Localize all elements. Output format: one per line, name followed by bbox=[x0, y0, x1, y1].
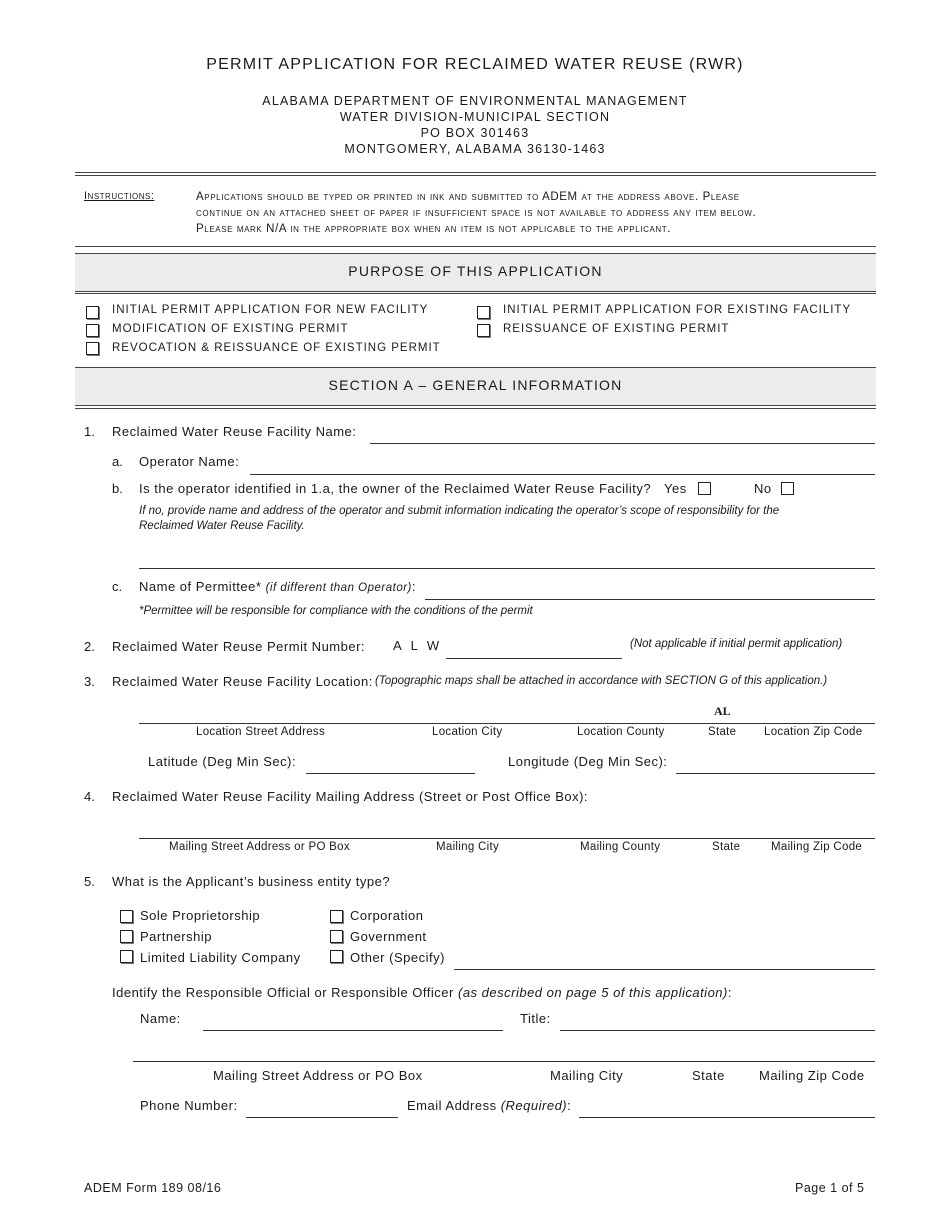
entity-partnership-checkbox[interactable] bbox=[120, 930, 133, 943]
entity-other-checkbox[interactable] bbox=[330, 950, 343, 963]
entity-other-specify-field[interactable] bbox=[454, 969, 875, 970]
mailing-zip-caption: Mailing Zip Code bbox=[771, 841, 863, 853]
entity-partnership-label: Partnership bbox=[140, 929, 212, 944]
entity-government-label: Government bbox=[350, 929, 427, 944]
facility-name-field[interactable] bbox=[370, 443, 875, 444]
official-street-caption: Mailing Street Address or PO Box bbox=[213, 1068, 423, 1083]
document-title: PERMIT APPLICATION FOR RECLAIMED WATER REUSE (RWR) bbox=[206, 56, 744, 73]
permittee-label-text: Name of Permittee* bbox=[139, 579, 262, 594]
location-county-caption: Location County bbox=[577, 726, 665, 738]
operator-note-line-2: Reclaimed Water Reuse Facility. bbox=[139, 520, 305, 532]
longitude-field[interactable] bbox=[676, 773, 875, 774]
header-rule-2 bbox=[75, 175, 876, 176]
permittee-colon: : bbox=[411, 579, 416, 594]
division-name: WATER DIVISION-MUNICIPAL SECTION bbox=[339, 110, 611, 124]
q1a-number: a. bbox=[112, 454, 123, 469]
location-street-caption: Location Street Address bbox=[196, 726, 326, 738]
permit-number-label: Reclaimed Water Reuse Permit Number: bbox=[112, 639, 366, 654]
official-title-label: Title: bbox=[520, 1011, 551, 1026]
entity-type-question: What is the Applicant’s business entity type? bbox=[112, 874, 391, 889]
entity-llc-checkbox[interactable] bbox=[120, 950, 133, 963]
responsible-official-colon: : bbox=[727, 985, 732, 1000]
purpose-rule bbox=[75, 293, 876, 294]
purpose-new-facility-checkbox[interactable] bbox=[86, 306, 99, 319]
purpose-existing-facility-label: INITIAL PERMIT APPLICATION FOR EXISTING FACILITY bbox=[503, 304, 852, 316]
q2-number: 2. bbox=[84, 639, 95, 654]
location-state-caption: State bbox=[708, 726, 737, 738]
location-zip-caption: Location Zip Code bbox=[764, 726, 863, 738]
purpose-section-header bbox=[75, 253, 876, 292]
location-state-value: AL bbox=[714, 704, 731, 718]
operator-owner-no-checkbox[interactable] bbox=[781, 482, 794, 495]
email-required-note: (Required) bbox=[500, 1098, 568, 1113]
instructions-line-3: Please mark N/A in the appropriate box when an item is not applicable to the applicant. bbox=[196, 223, 672, 235]
form-identifier: ADEM Form 189 08/16 bbox=[84, 1181, 222, 1195]
official-city-caption: Mailing City bbox=[550, 1068, 624, 1083]
purpose-heading: PURPOSE OF THIS APPLICATION bbox=[348, 263, 603, 279]
mailing-address-field[interactable] bbox=[139, 838, 875, 839]
location-city-caption: Location City bbox=[432, 726, 503, 738]
operator-details-field[interactable] bbox=[139, 568, 875, 569]
entity-government-checkbox[interactable] bbox=[330, 930, 343, 943]
entity-llc-label: Limited Liability Company bbox=[140, 950, 301, 965]
permittee-name-label bbox=[139, 579, 416, 594]
location-address-field[interactable] bbox=[139, 723, 875, 724]
section-a-header bbox=[75, 367, 876, 406]
permit-number-note: (Not applicable if initial permit application) bbox=[630, 638, 843, 650]
responsible-official-text: Identify the Responsible Official or Responsible Officer bbox=[112, 985, 454, 1000]
purpose-modification-label: MODIFICATION OF EXISTING PERMIT bbox=[112, 323, 349, 335]
permit-number-field[interactable] bbox=[446, 658, 622, 659]
instructions-label: Instructions: bbox=[84, 190, 155, 202]
purpose-reissuance-label: REISSUANCE OF EXISTING PERMIT bbox=[503, 323, 730, 335]
header-rule-1 bbox=[75, 172, 876, 173]
permittee-name-field[interactable] bbox=[425, 599, 875, 600]
purpose-existing-facility-checkbox[interactable] bbox=[477, 306, 490, 319]
mailing-state-caption: State bbox=[712, 841, 741, 853]
q4-number: 4. bbox=[84, 789, 95, 804]
q1c-number: c. bbox=[112, 579, 123, 594]
agency-name: ALABAMA DEPARTMENT OF ENVIRONMENTAL MANAGEMENT bbox=[262, 94, 688, 108]
operator-owner-yes-checkbox[interactable] bbox=[698, 482, 711, 495]
entity-corporation-checkbox[interactable] bbox=[330, 910, 343, 923]
instructions-line-1: Applications should be typed or printed in ink and submitted to ADEM at the address above. Please bbox=[196, 191, 740, 203]
operator-name-label: Operator Name: bbox=[139, 454, 240, 469]
operator-owner-question: Is the operator identified in 1.a, the owner of the Reclaimed Water Reuse Facility? bbox=[139, 481, 652, 496]
operator-note-line-1: If no, provide name and address of the operator and submit information indicating the operator’s scope of responsibility for the bbox=[139, 505, 780, 517]
phone-number-field[interactable] bbox=[246, 1117, 398, 1118]
po-box: PO BOX 301463 bbox=[420, 126, 530, 140]
purpose-revocation-checkbox[interactable] bbox=[86, 342, 99, 355]
responsible-official-label bbox=[112, 985, 732, 1000]
responsible-official-note: (as described on page 5 of this application) bbox=[457, 985, 728, 1000]
entity-other-label: Other (Specify) bbox=[350, 950, 445, 965]
permittee-note: *Permittee will be responsible for compliance with the conditions of the permit bbox=[139, 605, 533, 617]
official-state-caption: State bbox=[692, 1068, 725, 1083]
purpose-new-facility-label: INITIAL PERMIT APPLICATION FOR NEW FACILITY bbox=[112, 304, 429, 316]
facility-name-label: Reclaimed Water Reuse Facility Name: bbox=[112, 424, 357, 439]
longitude-label: Longitude (Deg Min Sec): bbox=[508, 754, 668, 769]
entity-sole-proprietorship-checkbox[interactable] bbox=[120, 910, 133, 923]
instructions-line-2: continue on an attached sheet of paper if insufficient space is not available to address any item below. bbox=[196, 207, 757, 219]
email-colon: : bbox=[567, 1098, 572, 1113]
official-address-field[interactable] bbox=[133, 1061, 875, 1062]
q5-number: 5. bbox=[84, 874, 95, 889]
purpose-modification-checkbox[interactable] bbox=[86, 324, 99, 337]
section-a-rule bbox=[75, 408, 876, 409]
official-name-field[interactable] bbox=[203, 1030, 503, 1031]
operator-owner-yes-label: Yes bbox=[664, 481, 687, 496]
purpose-revocation-label: REVOCATION & REISSUANCE OF EXISTING PERMIT bbox=[112, 342, 441, 354]
phone-number-label: Phone Number: bbox=[140, 1098, 238, 1113]
facility-location-label: Reclaimed Water Reuse Facility Location: bbox=[112, 674, 373, 689]
latitude-label: Latitude (Deg Min Sec): bbox=[148, 754, 297, 769]
official-name-label: Name: bbox=[140, 1011, 181, 1026]
mailing-city-caption: Mailing City bbox=[436, 841, 500, 853]
operator-name-field[interactable] bbox=[250, 474, 875, 475]
entity-corporation-label: Corporation bbox=[350, 908, 424, 923]
section-a-heading: SECTION A – GENERAL INFORMATION bbox=[328, 377, 623, 393]
official-zip-caption: Mailing Zip Code bbox=[759, 1068, 865, 1083]
entity-sole-proprietorship-label: Sole Proprietorship bbox=[140, 908, 261, 923]
mailing-county-caption: Mailing County bbox=[580, 841, 661, 853]
email-address-field[interactable] bbox=[579, 1117, 875, 1118]
facility-location-note: (Topographic maps shall be attached in accordance with SECTION G of this application.) bbox=[375, 675, 828, 687]
operator-owner-no-label: No bbox=[754, 481, 772, 496]
permit-prefix: A L W bbox=[393, 638, 443, 653]
latitude-field[interactable] bbox=[306, 773, 475, 774]
q3-number: 3. bbox=[84, 674, 95, 689]
mailing-street-caption: Mailing Street Address or PO Box bbox=[169, 841, 350, 853]
instructions-text bbox=[196, 189, 876, 237]
email-label-text: Email Address bbox=[407, 1098, 497, 1113]
official-title-field[interactable] bbox=[560, 1030, 875, 1031]
page-number: Page 1 of 5 bbox=[795, 1181, 865, 1195]
q1b-number: b. bbox=[112, 481, 123, 496]
instructions-rule bbox=[75, 246, 876, 247]
purpose-reissuance-checkbox[interactable] bbox=[477, 324, 490, 337]
email-address-label bbox=[407, 1098, 571, 1113]
q1-number: 1. bbox=[84, 424, 95, 439]
mailing-address-label: Reclaimed Water Reuse Facility Mailing Address (Street or Post Office Box): bbox=[112, 789, 589, 804]
permittee-qualifier: (if different than Operator) bbox=[265, 582, 412, 594]
city-address: MONTGOMERY, ALABAMA 36130-1463 bbox=[344, 142, 606, 156]
